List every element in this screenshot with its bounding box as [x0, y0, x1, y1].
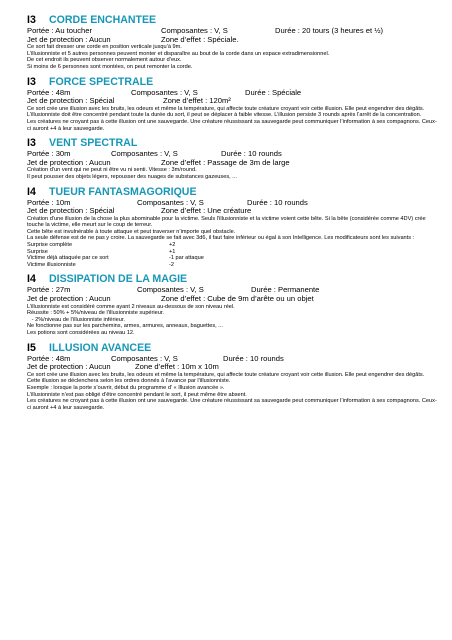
spell-zone: Zone d’effet : Spéciale. [161, 34, 239, 44]
modifier-table [27, 242, 437, 268]
description-line: Cette bête est invulnérable à toute attaque et peut traverser n’importe quel obstacle. [27, 228, 236, 235]
spell-jet: Jet de protection : Spécial [27, 96, 115, 106]
modifier-label: Victime illusionniste [27, 261, 76, 268]
modifier-label: Surprise [27, 248, 48, 255]
spell-duree: Durée : 10 rounds [223, 353, 284, 363]
description-line: Ce sort crée une illusion avec les bruits, les odeurs et même la température, qui affecte toute créature croyant voir cette illusion. Elle peut engendrer des dégâts. [27, 105, 425, 112]
spell-level: I3 [27, 75, 36, 88]
spell-save-row [27, 363, 437, 372]
spell-heading [27, 186, 437, 199]
spell-save-row [27, 159, 437, 168]
spell-tueur-fantasmagorique [27, 186, 437, 269]
spell-jet: Jet de protection : Spécial [27, 206, 115, 216]
modifier-value: +2 [169, 242, 176, 249]
spell-heading [27, 76, 437, 89]
spell-portee: Portée : Au toucher [27, 26, 93, 35]
description-line: Ce sort fait dresser une corde en position verticale jusqu’à 9m. [27, 44, 182, 51]
spell-composantes: Composantes : V, S [111, 149, 178, 159]
spell-description [27, 167, 437, 180]
spell-save-row [27, 97, 437, 106]
spell-level: I3 [27, 14, 36, 26]
spell-duree: Durée : 10 rounds [221, 149, 282, 159]
spell-composantes: Composantes : V, S [137, 197, 204, 207]
description-line: Exemple : lorsque la porte s’ouvrir, début du programme d’ « Illusion avancée ». [27, 384, 225, 391]
spell-zone: Zone d’effet : Une créature [161, 206, 252, 216]
spell-jet: Jet de protection : Aucun [27, 34, 111, 44]
modifier-value: -2 [169, 261, 174, 268]
description-line: Création d’une illusion de la chose la plus abominable pour la victime. Seuls l’illusionniste et la victime voient cette bête. Si la bête (considérée comme 4DV) crée touche la victime, elle meurt sur le coup de terreur. [27, 215, 426, 229]
description-line: Les créatures ne croyant pas à cette illusion ont une sauvegarde. Une créature réussissant sa sauvegarde peut communiquer l’information à ses compagnons. Ceux-ci auront +4 à leur sauvegarde. [27, 118, 437, 132]
description-line: Ce sort crée une illusion avec les bruits, les odeurs et même la température, qui affecte toute créature croyant voir cette illusion. Elle peut engendrer des dégâts. Cette illusion se déclenchera selon les ordres donnés à l’avance par l’illusionniste. [27, 371, 425, 385]
spell-jet: Jet de protection : Aucun [27, 362, 111, 372]
spell-save-row [27, 36, 437, 45]
spell-portee: Portée : 48m [27, 353, 71, 363]
description-line: - 2%/niveau de l’illusionniste inférieur. [27, 316, 125, 323]
spell-portee: Portée : 10m [27, 197, 71, 207]
spell-zone: Zone d’effet : Cube de 9m d’arête ou un objet [161, 294, 314, 304]
spell-save-row [27, 295, 437, 304]
spell-vent-spectral [27, 137, 437, 180]
spell-duree: Durée : 10 rounds [247, 197, 308, 207]
modifier-value: -1 par attaque [169, 255, 204, 262]
description-line: Réussite : 50% + 5%/niveau de l’illusionniste supérieur. [27, 310, 164, 317]
description-line: L’illusionniste n’est pas obligé d’être concentré pendant le sort, il peut même être absent. [27, 391, 247, 398]
spell-composantes: Composantes : V, S [161, 26, 228, 35]
spell-description [27, 304, 437, 337]
spell-level: I3 [27, 137, 36, 150]
spell-save-row [27, 207, 437, 216]
modifier-row [27, 262, 437, 269]
description-line: Les potions sont considérées au niveau 12. [27, 330, 135, 336]
spell-description [27, 216, 437, 242]
spell-name: TUEUR FANTASMAGORIQUE [49, 185, 197, 198]
spell-portee: Portée : 30m [27, 149, 71, 159]
modifier-row [27, 242, 437, 249]
spell-duree: Durée : 20 tours (3 heures et ½) [275, 26, 384, 35]
spell-portee: Portée : 27m [27, 285, 71, 295]
spell-dissipation-de-la-magie [27, 273, 437, 336]
spell-zone: Zone d’effet : 120m² [163, 96, 231, 106]
spell-force-spectrale [27, 76, 437, 133]
spell-description [27, 372, 437, 412]
spell-name: DISSIPATION DE LA MAGIE [49, 273, 188, 286]
spell-level: I4 [27, 185, 36, 198]
spell-heading [27, 273, 437, 286]
spell-name: CORDE ENCHANTEE [49, 14, 157, 26]
description-line: De cet endroit ils peuvent observer normalement autour d’eux. [27, 57, 182, 64]
description-line: Création d’un vent qui ne peut ni être vu ni senti. Vitesse : 3m/round. [27, 167, 197, 174]
description-line: Si moins de 6 personnes sont montées, on peut remonter la corde. [27, 63, 193, 70]
modifier-row [27, 255, 437, 262]
description-line: L’illusionniste est considéré comme ayant 2 niveaux au-dessous de son niveau réel. [27, 303, 235, 310]
spell-description [27, 44, 437, 70]
spell-composantes: Composantes : V, S [111, 353, 178, 363]
spell-composantes: Composantes : V, S [131, 87, 198, 97]
spell-name: ILLUSION AVANCEE [49, 341, 152, 354]
description-line: La seule défense est de ne pas y croire. La sauvegarde se fait avec 3d6, il faut faire inférieur ou égal à son Intelligence. Les modificateurs sont les suivants : [27, 235, 415, 242]
description-line: L’illusionniste doit être concentré pendant toute la durée du sort, il peut se déplacer à faible vitesse. L’illusion persiste 3 rounds après l’arrêt de la concentration. [27, 112, 422, 119]
spell-jet: Jet de protection : Aucun [27, 157, 111, 167]
description-line: Ne fonctionne pas sur les parchemins, armes, armures, anneaux, baguettes, ... [27, 323, 223, 330]
description-line: Il peut pousser des objets légers, repousser des nuages de substances gazeuses, ... [27, 173, 237, 180]
modifier-value: +1 [169, 248, 176, 255]
spell-portee: Portée : 48m [27, 87, 71, 97]
spell-level: I4 [27, 273, 36, 286]
spell-name: FORCE SPECTRALE [49, 75, 154, 88]
modifier-label: Victime déjà attaquée par ce sort [27, 255, 109, 262]
description-line: L’illusionniste et 5 autres personnes peuvent monter et disparaître au bout de la corde dans un espace extradimensionnel. [27, 50, 330, 57]
spell-composantes: Composantes : V, S [137, 285, 204, 295]
spell-level: I5 [27, 341, 36, 354]
modifier-row [27, 249, 437, 256]
spell-duree: Durée : Spéciale [245, 87, 302, 97]
spell-corde-enchantee [27, 14, 437, 71]
spell-zone: Zone d’effet : Passage de 3m de large [161, 157, 290, 167]
spell-name: VENT SPECTRAL [49, 137, 138, 150]
description-line: Les créatures ne croyant pas à cette illusion ont une sauvegarde. Une créature réussissant sa sauvegarde peut communiquer l’information à ses compagnons. Ceux-ci auront +4 à leur sauvegarde. [27, 398, 437, 411]
spell-list [27, 14, 437, 416]
spell-zone: Zone d’effet : 10m x 10m [135, 362, 219, 372]
spell-heading [27, 342, 437, 355]
modifier-label: Surprise complète [27, 242, 73, 249]
spell-jet: Jet de protection : Aucun [27, 294, 111, 304]
spell-illusion-avancee [27, 342, 437, 412]
spell-description [27, 106, 437, 132]
spell-duree: Durée : Permanente [251, 285, 320, 295]
